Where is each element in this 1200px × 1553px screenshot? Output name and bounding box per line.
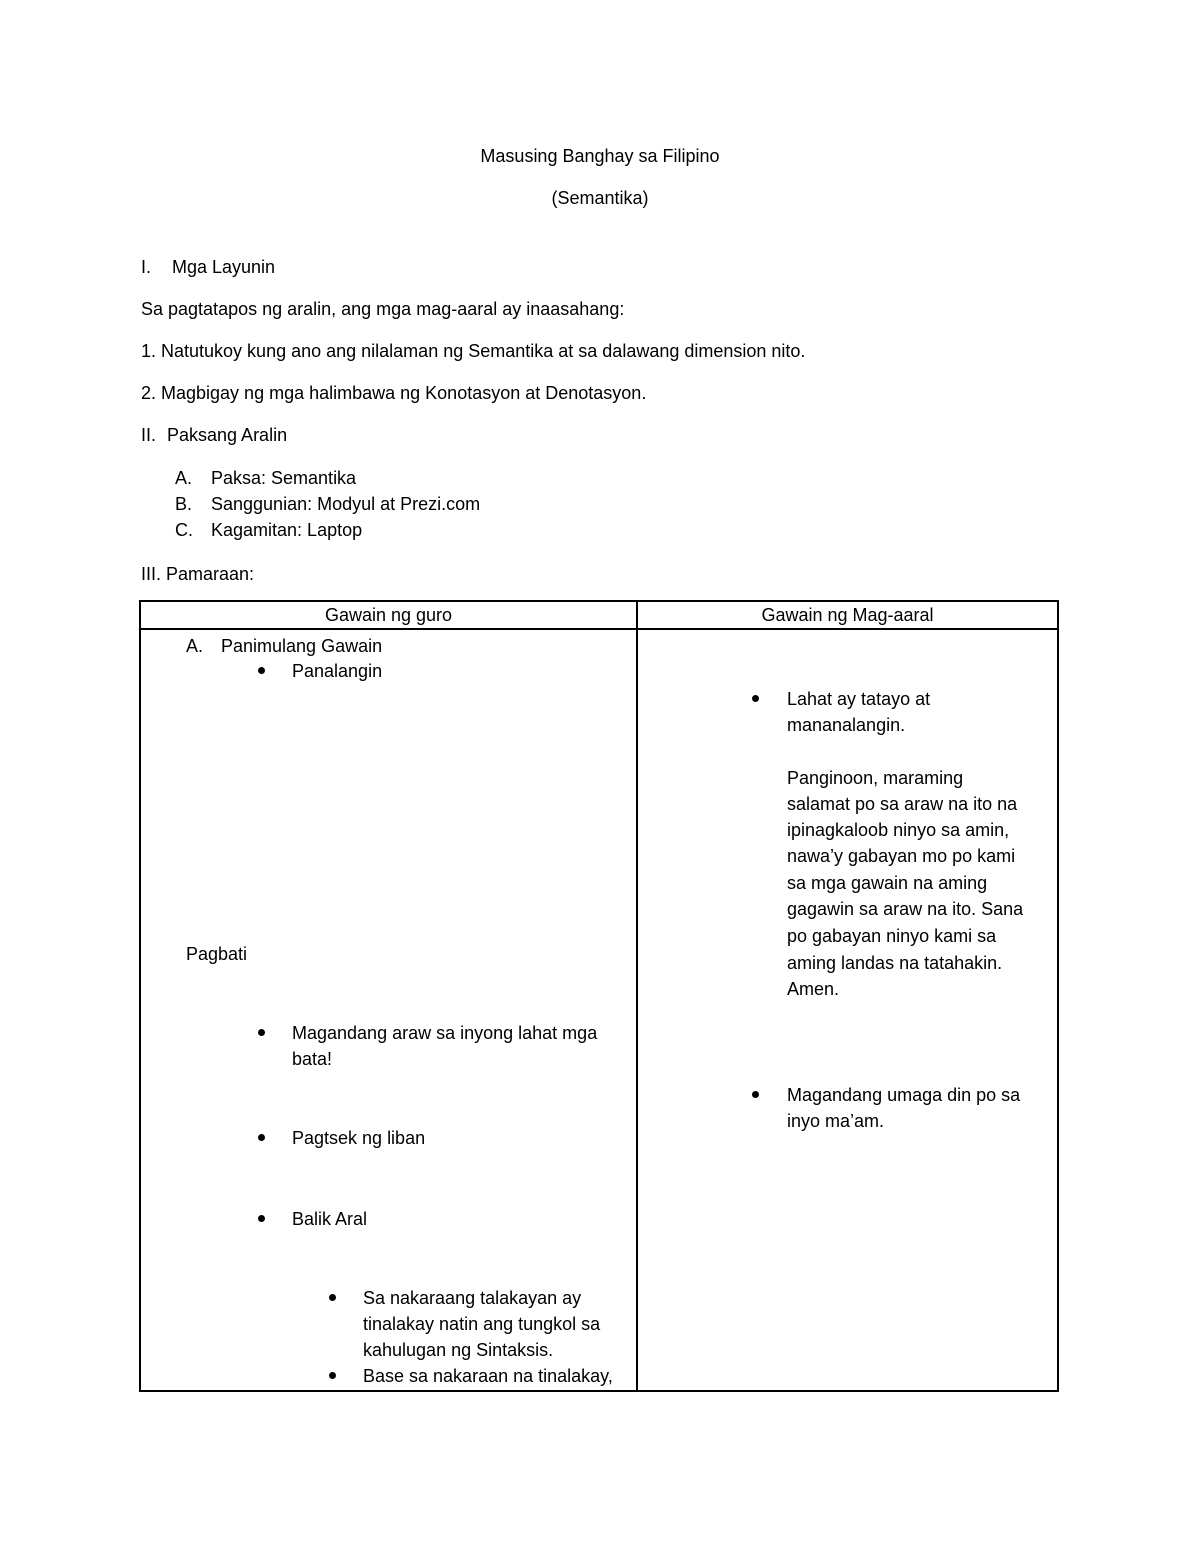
review-line-4: Base sa nakaraan na tinalakay, [363,1366,613,1386]
section-1-numeral: I. [141,257,152,277]
prayer-line-3: ipinagkaloob ninyo sa amin, [787,820,1010,840]
review-line-3: kahulugan ng Sintaksis. [363,1340,554,1360]
prayer-item: Panalangin [292,661,383,681]
student-greeting-line-1: Magandang umaga din po sa [787,1085,1021,1105]
review-item: Balik Aral [292,1209,368,1229]
bullet-icon [752,695,759,702]
teacher-column-header: Gawain ng guro [140,601,637,629]
student-column-header: Gawain ng Mag-aaral [637,601,1058,629]
greeting-label: Pagbati [186,944,248,964]
prayer-line-4: nawa’y gabayan mo po kami [787,846,1016,866]
reference-item-letter: B. [175,494,193,514]
student-stand-line-1: Lahat ay tatayo at [787,689,931,709]
prayer-line-7: po gabayan ninyo kami sa [787,926,997,946]
part-title: Panimulang Gawain [221,636,383,656]
teacher-greeting-line-2: bata! [292,1049,333,1069]
prayer-line-9: Amen. [787,979,840,999]
bullet-icon [329,1294,336,1301]
table-row [140,629,1058,1391]
prayer-line-1: Panginoon, maraming [787,768,964,788]
prayer-line-8: aming landas na tatahakin. [787,953,1003,973]
prayer-line-6: gagawin sa araw na ito. Sana [787,899,1024,919]
section-2-heading: Paksang Aralin [167,425,288,445]
section-1-heading: Mga Layunin [172,257,276,277]
bullet-icon [258,1029,265,1036]
attendance-item: Pagtsek ng liban [292,1128,426,1148]
topic-item-letter: A. [175,468,193,488]
document-title: Masusing Banghay sa Filipino [480,146,720,166]
procedure-table [139,600,1059,1392]
teacher-greeting-line-1: Magandang araw sa inyong lahat mga [292,1023,598,1043]
bullet-icon [258,1134,265,1141]
bullet-icon [752,1091,759,1098]
review-line-2: tinalakay natin ang tungkol sa [363,1314,601,1334]
bullet-icon [258,667,265,674]
section-2-numeral: II. [141,425,157,445]
bullet-icon [258,1215,265,1222]
prayer-line-2: salamat po sa araw na ito na [787,794,1018,814]
objective-1: 1. Natutukoy kung ano ang nilalaman ng Semantika at sa dalawang dimension nito. [141,341,806,361]
prayer-line-5: sa mga gawain na aming [787,873,988,893]
part-letter: A. [186,636,204,656]
objective-2: 2. Magbigay ng mga halimbawa ng Konotasyon at Denotasyon. [141,383,647,403]
reference-item: Sanggunian: Modyul at Prezi.com [211,494,481,514]
teacher-activities-cell [140,629,637,1391]
document-subtitle: (Semantika) [551,188,649,208]
table-header-row [140,601,1058,629]
section-3-heading: III. Pamaraan: [141,564,255,584]
topic-item: Paksa: Semantika [211,468,357,488]
review-line-1: Sa nakaraang talakayan ay [363,1288,582,1308]
student-stand-line-2: mananalangin. [787,715,906,735]
materials-item: Kagamitan: Laptop [211,520,363,540]
objectives-intro: Sa pagtatapos ng aralin, ang mga mag-aaral ay inaasahang: [141,299,625,319]
student-activities-cell [637,629,1058,1391]
student-greeting-line-2: inyo ma’am. [787,1111,885,1131]
materials-item-letter: C. [175,520,193,540]
bullet-icon [329,1372,336,1379]
